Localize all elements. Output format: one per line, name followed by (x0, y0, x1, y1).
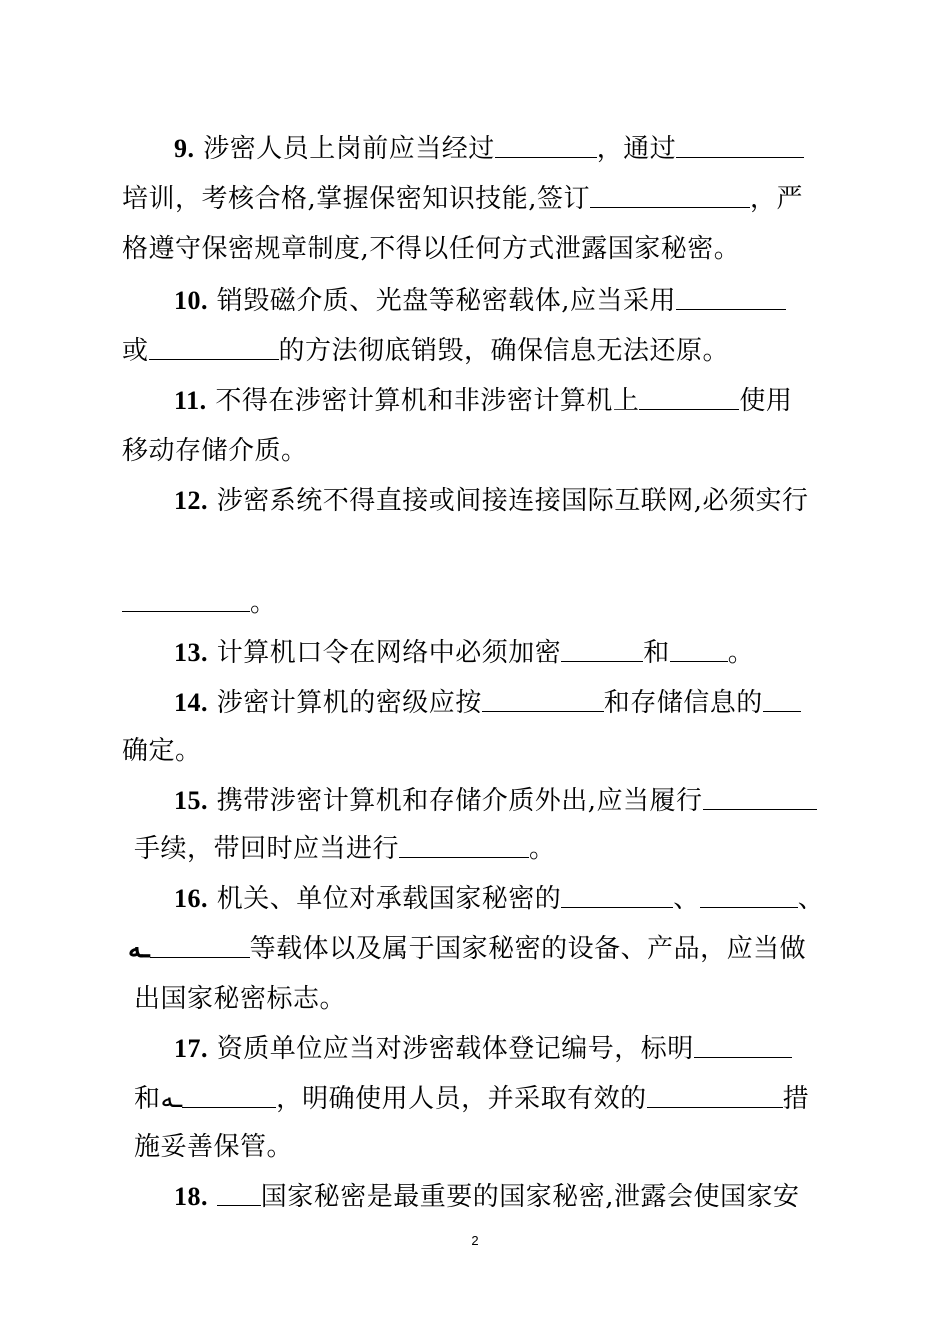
q16-blank-3 (150, 933, 250, 958)
q10-text-c: 的方法彻底销毁，确保信息无法还原。 (278, 336, 730, 366)
q16-line1 (174, 882, 824, 916)
q14-blank-1 (482, 687, 604, 712)
q13-line1 (174, 636, 754, 670)
q12-line1 (174, 484, 809, 518)
q10-blank-1 (676, 285, 786, 310)
q9-text-a: 涉密人员上岗前应当经过 (203, 134, 495, 164)
q17-text-c: ，明确使用人员，并采取有效的 (276, 1084, 647, 1114)
q14-line2 (122, 734, 202, 768)
q10-blank-2 (149, 335, 279, 360)
q18-text-a: 国家秘密是最重要的国家秘密,泄露会使国家安 (260, 1182, 800, 1212)
q13-text-b: 和 (643, 638, 670, 668)
q9-line3 (122, 232, 740, 266)
q12-blank-1 (122, 587, 250, 612)
q14-number: 14. (174, 688, 208, 717)
q16-line2 (128, 932, 806, 966)
q9-line2 (122, 182, 803, 216)
q12-number: 12. (174, 486, 208, 515)
q17-text-d: 措 (782, 1084, 810, 1114)
q18-line1 (174, 1180, 800, 1214)
q14-text-c: 确定。 (122, 736, 202, 766)
q14-line1 (174, 686, 801, 720)
q13-text-a: 计算机口令在网络中必须加密 (216, 638, 562, 668)
q9-text-e: 格遵守保密规章制度,不得以任何方式泄露国家秘密。 (122, 234, 741, 264)
q15-line1 (174, 784, 817, 818)
q13-blank-2 (670, 637, 728, 662)
q10-line2 (122, 334, 729, 368)
q11-text-b: 使用 (739, 386, 793, 416)
q16-blank-2 (700, 883, 798, 908)
q18-number: 18. (174, 1182, 208, 1211)
q17-line2 (134, 1082, 809, 1116)
q9-text-c: 培训，考核合格,掌握保密知识技能,签订 (122, 184, 591, 214)
q18-blank-1 (217, 1181, 261, 1206)
q9-line1 (174, 132, 804, 166)
q12-text-a: 涉密系统不得直接或间接连接国际互联网,必须实行 (216, 486, 809, 516)
q11-number: 11. (174, 386, 207, 415)
q9-blank-3 (590, 183, 750, 208)
q15-text-a: 携带涉密计算机和存储介质外出,应当履行 (216, 786, 703, 816)
q15-blank-1 (703, 785, 817, 810)
q17-text-a: 资质单位应当对涉密载体登记编号，标明 (216, 1034, 694, 1064)
q11-text-c: 移动存储介质。 (122, 436, 308, 466)
q16-text-a: 机关、单位对承载国家秘密的 (216, 884, 562, 914)
q17-blank-3 (647, 1083, 783, 1108)
q17-line3 (134, 1130, 293, 1164)
q11-line1 (174, 384, 792, 418)
q10-number: 10. (174, 286, 208, 315)
q11-blank-1 (639, 385, 739, 410)
q14-text-b: 和存储信息的 (603, 688, 763, 718)
q17-blank-1 (694, 1033, 792, 1058)
q11-line2 (122, 434, 308, 468)
q16-blank-1 (561, 883, 673, 908)
q16-text-c: 、 (797, 884, 825, 914)
q9-blank-2 (676, 133, 804, 158)
page-number: 2 (471, 1233, 479, 1248)
q15-text-c: 。 (529, 834, 556, 864)
q17-blank-2 (182, 1083, 276, 1108)
q17-number: 17. (174, 1034, 208, 1063)
q15-number: 15. (174, 786, 208, 815)
q10-line1 (174, 284, 786, 318)
q16-text-d: 等载体以及属于国家秘密的设备、产品，应当做 (249, 934, 807, 964)
q14-text-a: 涉密计算机的密级应按 (216, 688, 482, 718)
q10-text-a: 销毁磁介质、光盘等秘密载体,应当采用 (216, 286, 677, 316)
q17-line1 (174, 1032, 792, 1066)
q15-blank-2 (399, 833, 529, 858)
q14-blank-2 (763, 687, 801, 712)
q17-text-b: 和ـه (134, 1084, 183, 1114)
q12-text-c: 。 (250, 588, 277, 618)
q13-blank-1 (561, 637, 643, 662)
q15-line2 (134, 832, 556, 866)
q16-glyph: ـه (128, 934, 150, 964)
q15-text-b: 手续，带回时应当进行 (134, 834, 400, 864)
q16-line3 (134, 982, 346, 1016)
q17-text-e: 施妥善保管。 (134, 1132, 294, 1162)
q9-number: 9. (174, 134, 195, 163)
q9-text-b: ，通过 (596, 134, 677, 164)
q11-text-a: 不得在涉密计算机和非涉密计算机上 (215, 386, 640, 416)
q13-text-c: 。 (727, 638, 755, 668)
q16-text-b: 、 (673, 884, 700, 914)
q9-blank-1 (495, 133, 597, 158)
q9-text-d: ，严 (750, 184, 804, 214)
q13-number: 13. (174, 638, 208, 667)
q16-text-e: 出国家秘密标志。 (134, 984, 347, 1014)
q10-text-b: 或 (122, 336, 149, 366)
q16-number: 16. (174, 884, 208, 913)
q12-line2 (122, 586, 277, 620)
